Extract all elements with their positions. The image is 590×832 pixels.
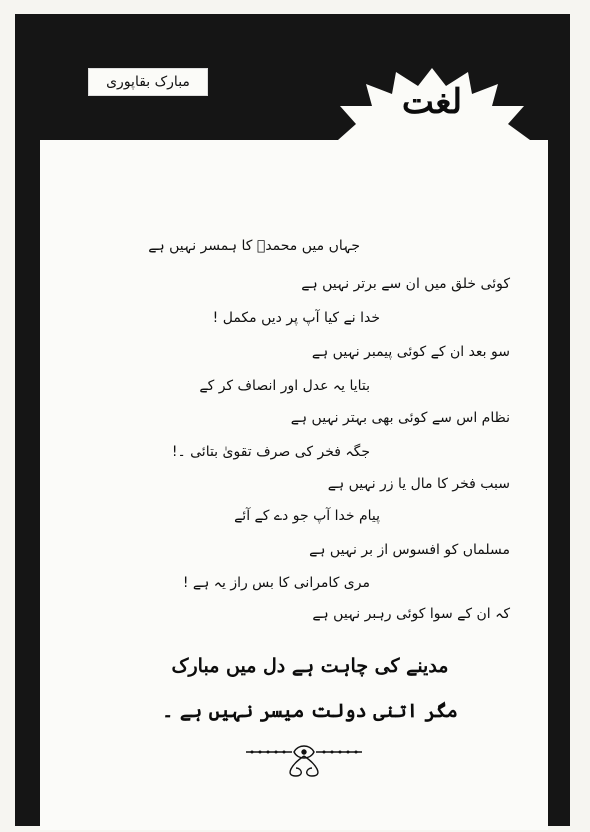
verse-line: جگہ فخر کی صرف تقویٰ بتائی ۔! [171,444,370,460]
verse-line: پیام خدا آپ جو دے کے آئے [234,508,380,524]
page-title: لغت [401,82,463,122]
closing-line: مگر اتنی دولت میسر نہیں ہے ۔ [162,700,458,722]
closing-line: مدینے کی چاہت ہے دل میں مبارک [171,655,449,677]
verse-line: جہاں میں محمدؐ کا ہمسر نہیں ہے [148,238,360,254]
verse-line: کہ ان کے سوا کوئی رہبر نہیں ہے [312,606,510,622]
verse-line: سو بعد ان کے کوئی پیمبر نہیں ہے [311,344,510,360]
verse-line: مری کامرانی کا بس راز یہ ہے ! [182,575,370,591]
verse-line: مسلماں کو افسوس از بر نہیں ہے [309,542,510,558]
verse-line: کوئی خلق میں ان سے برتر نہیں ہے [301,276,510,292]
decorative-scroll-ornament-icon [244,740,364,780]
verse-line: خدا نے کیا آپ پر دیں مکمل ! [212,310,380,326]
verse-line: سبب فخر کا مال یا زر نہیں ہے [327,476,510,492]
author-name: مبارک بقاپوری [88,68,208,96]
verse-line: نظام اس سے کوئی بھی بہتر نہیں ہے [290,410,510,426]
verse-line: بتایا یہ عدل اور انصاف کر کے [199,378,370,394]
